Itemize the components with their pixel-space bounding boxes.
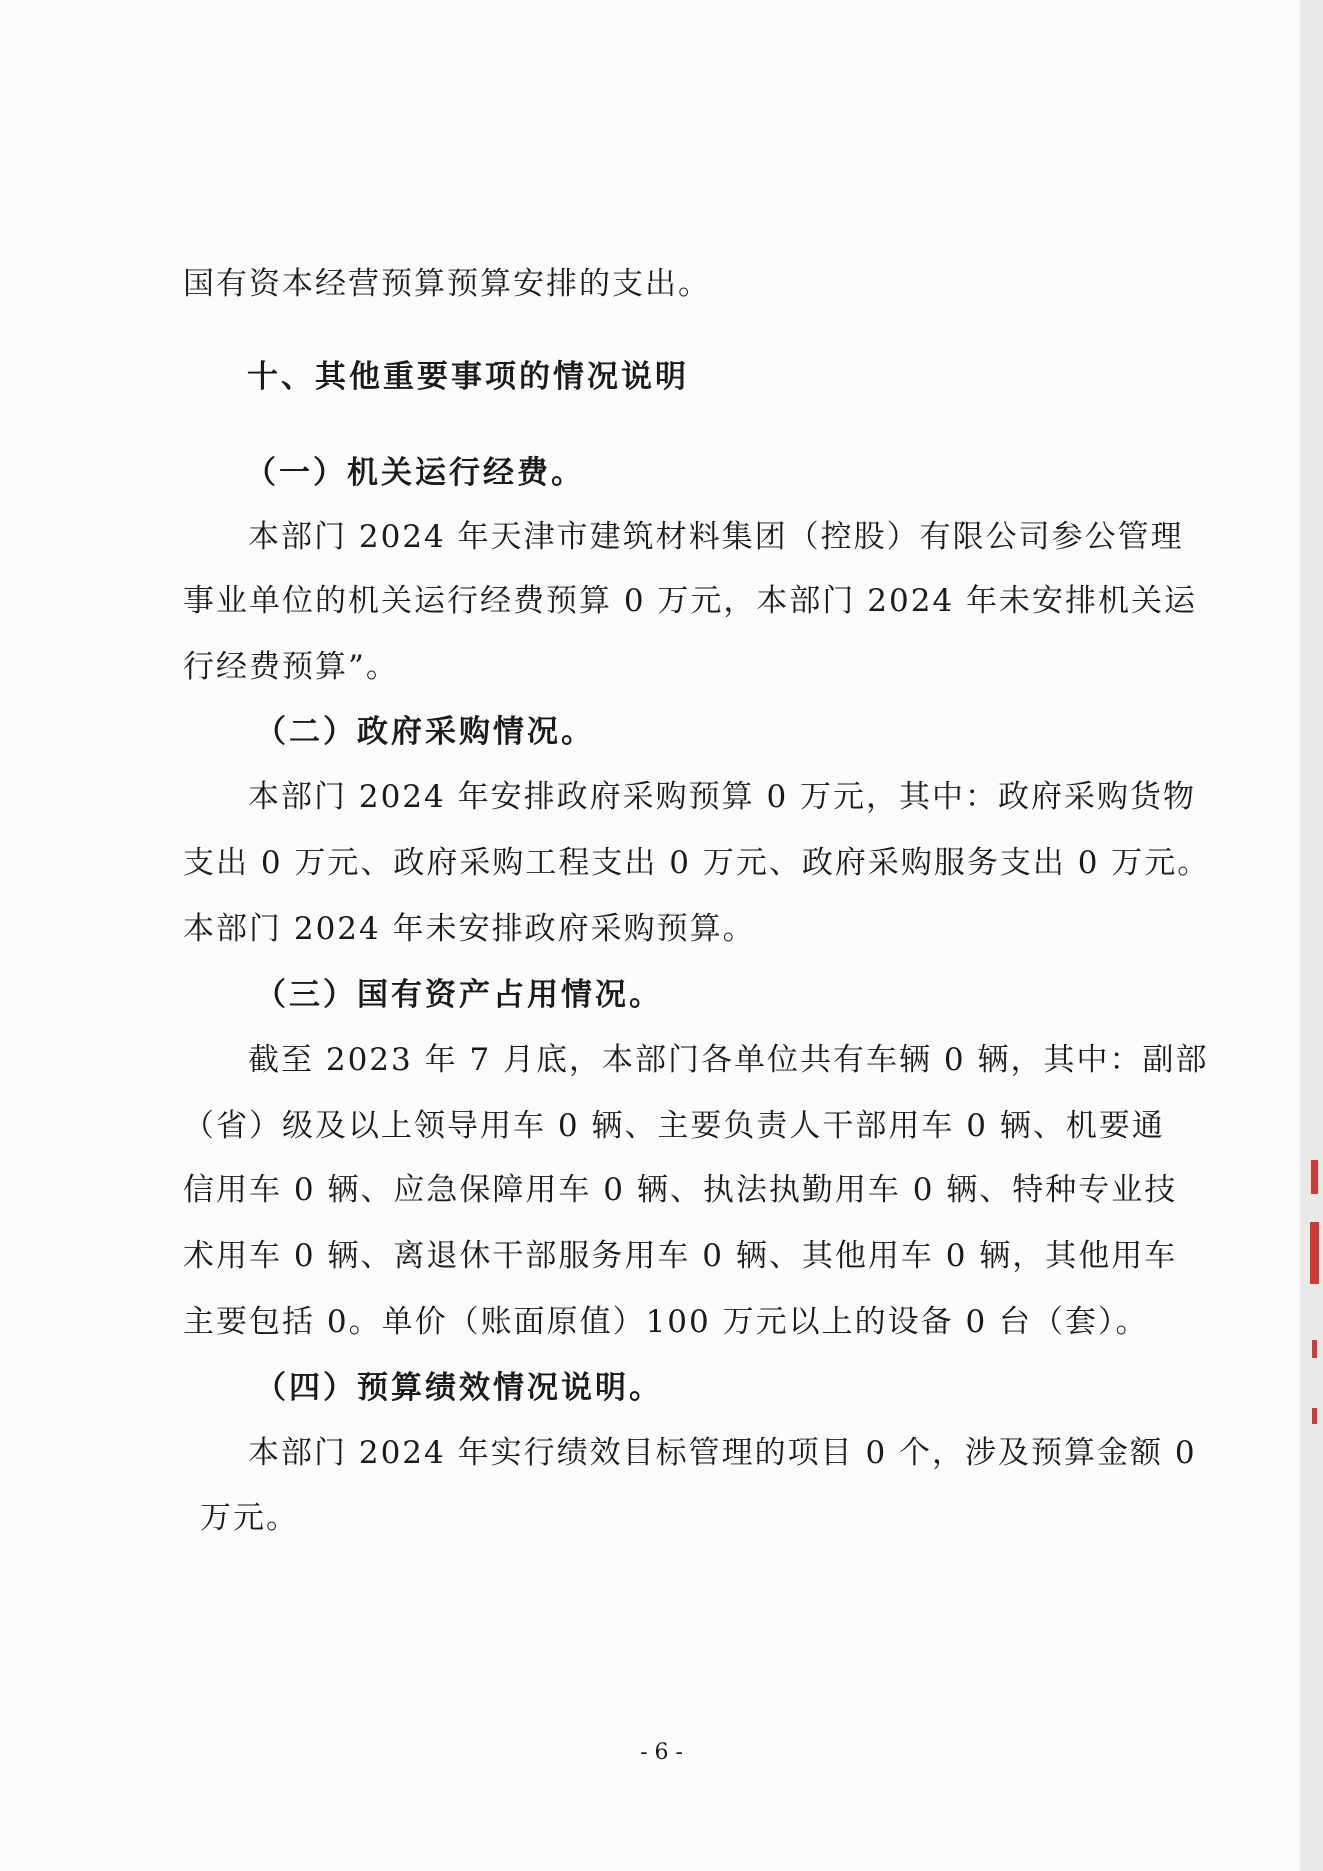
section-heading: 十、其他重要事项的情况说明 (247, 359, 689, 395)
body-line: 本部门 2024 年天津市建筑材料集团（控股）有限公司参公管理 (248, 519, 1184, 555)
body-line: 行经费预算”。 (183, 649, 399, 685)
red-stamp-mark (1311, 1160, 1318, 1194)
red-stamp-mark (1312, 1340, 1317, 1358)
subsection-heading: （一）机关运行经费。 (245, 455, 585, 491)
subsection-heading: （四）预算绩效情况说明。 (255, 1370, 663, 1406)
body-line: 本部门 2024 年未安排政府采购预算。 (183, 911, 756, 947)
red-stamp-mark (1312, 1408, 1317, 1424)
body-line: 本部门 2024 年安排政府采购预算 0 万元，其中：政府采购货物 (248, 779, 1197, 815)
page-edge (1300, 0, 1323, 1871)
subsection-heading: （二）政府采购情况。 (255, 714, 595, 750)
body-line: 万元。 (200, 1500, 299, 1536)
body-line: （省）级及以上领导用车 0 辆、主要负责人干部用车 0 辆、机要通 (183, 1108, 1165, 1144)
body-line: 主要包括 0。单价（账面原值）100 万元以上的设备 0 台（套）。 (183, 1304, 1149, 1340)
body-line: 术用车 0 辆、离退休干部服务用车 0 辆、其他用车 0 辆，其他用车 (183, 1238, 1178, 1274)
red-stamp-mark (1310, 1222, 1319, 1284)
body-line: 事业单位的机关运行经费预算 0 万元，本部门 2024 年未安排机关运 (183, 583, 1198, 619)
body-line: 支出 0 万元、政府采购工程支出 0 万元、政府采购服务支出 0 万元。 (183, 845, 1211, 881)
body-line: 国有资本经营预算预算安排的支出。 (183, 266, 711, 302)
subsection-heading: （三）国有资产占用情况。 (255, 977, 663, 1013)
body-line: 信用车 0 辆、应急保障用车 0 辆、执法执勤用车 0 辆、特种专业技 (183, 1172, 1178, 1208)
body-line: 截至 2023 年 7 月底，本部门各单位共有车辆 0 辆，其中：副部 (248, 1042, 1209, 1078)
page-number: - 6 - (640, 1740, 683, 1765)
body-line: 本部门 2024 年实行绩效目标管理的项目 0 个，涉及预算金额 0 (248, 1435, 1197, 1471)
